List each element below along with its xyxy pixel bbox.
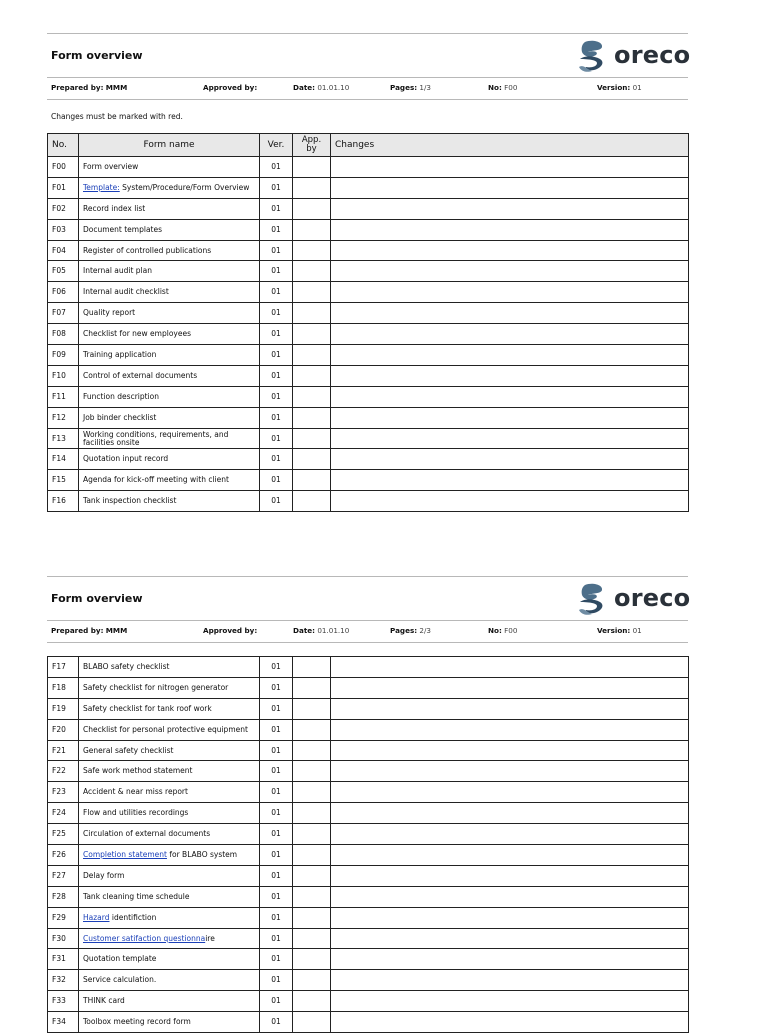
approved-by-cell [293,657,331,678]
logo-wordmark: oreco [614,41,691,69]
form-number-cell: F17 [48,657,79,678]
form-number-cell: F02 [48,198,79,219]
version-cell: 01 [260,845,293,866]
form-number-cell: F01 [48,177,79,198]
table-row [48,803,689,824]
version-cell: 01 [260,157,293,178]
form-name-cell: Delay form [79,865,260,886]
form-number-cell: F28 [48,886,79,907]
approved-by-cell [293,198,331,219]
approved-by-cell [293,303,331,324]
prepared-by-field: Prepared by: MMM [51,83,128,92]
changes-cell [331,865,689,886]
version-cell: 01 [260,803,293,824]
oreco-swirl-icon [575,38,611,74]
changes-cell [331,949,689,970]
table-row [48,386,689,407]
version-cell: 01 [260,782,293,803]
approved-by-cell [293,240,331,261]
approved-by-cell [293,949,331,970]
form-number-cell: F00 [48,157,79,178]
form-name-cell: Control of external documents [79,365,260,386]
changes-cell [331,386,689,407]
form-number-cell: F13 [48,428,79,449]
version-cell: 01 [260,761,293,782]
version-cell: 01 [260,865,293,886]
logo-wordmark: oreco [614,584,691,612]
approved-by-cell [293,449,331,470]
version-cell: 01 [260,970,293,991]
form-name-cell: Record index list [79,198,260,219]
form-number-cell: F16 [48,491,79,512]
col-header-form-name: Form name [79,134,260,157]
form-number-cell: F25 [48,824,79,845]
header-bottom-rule [47,99,688,100]
form-number-cell: F34 [48,1012,79,1033]
table-row [48,740,689,761]
form-name-cell: Quality report [79,303,260,324]
form-name-cell: Register of controlled publications [79,240,260,261]
form-number-cell: F06 [48,282,79,303]
form-number-cell: F24 [48,803,79,824]
version-cell: 01 [260,719,293,740]
form-name-cell: Quotation template [79,949,260,970]
version-cell: 01 [260,303,293,324]
changes-cell [331,740,689,761]
changes-cell [331,324,689,345]
oreco-logo [575,581,691,617]
form-name-cell: Working conditions, requirements, and facilities onsite [79,428,260,449]
table-row [48,365,689,386]
form-number-cell: F31 [48,949,79,970]
table-row [48,782,689,803]
version-cell: 01 [260,928,293,949]
col-header-approved-by: App. by [293,134,331,157]
form-link[interactable]: Hazard [83,912,110,922]
form-number-cell: F10 [48,365,79,386]
table-row [48,282,689,303]
col-header-version: Ver. [260,134,293,157]
form-name-cell [79,907,260,928]
changes-cell [331,407,689,428]
table-row [48,303,689,324]
form-table-2 [47,656,689,1033]
table-row [48,698,689,719]
form-number-cell: F09 [48,345,79,366]
header-bottom-rule [47,642,688,643]
changes-cell [331,303,689,324]
changes-cell [331,657,689,678]
approved-by-cell [293,282,331,303]
changes-cell [331,449,689,470]
form-number-cell: F08 [48,324,79,345]
version-cell: 01 [260,907,293,928]
form-link[interactable]: Template: [83,182,120,192]
table-row [48,261,689,282]
changes-cell [331,970,689,991]
form-name-cell: Agenda for kick-off meeting with client [79,470,260,491]
form-number-cell: F14 [48,449,79,470]
form-name-cell: BLABO safety checklist [79,657,260,678]
form-name-cell: Checklist for personal protective equipment [79,719,260,740]
changes-cell [331,991,689,1012]
table-row [48,240,689,261]
form-name-text: ire [205,933,215,943]
changes-cell [331,198,689,219]
version-cell: 01 [260,407,293,428]
form-name-cell: General safety checklist [79,740,260,761]
changes-cell [331,677,689,698]
approved-by-cell [293,698,331,719]
form-name-cell: Safe work method statement [79,761,260,782]
col-header-no: No. [48,134,79,157]
form-link[interactable]: Completion statement [83,849,167,859]
table-row [48,886,689,907]
version-cell: 01 [260,261,293,282]
table-row [48,970,689,991]
changes-cell [331,428,689,449]
form-name-cell: Circulation of external documents [79,824,260,845]
form-name-cell [79,845,260,866]
table-header-row [48,134,689,157]
date-field: Date: 01.01.10 [293,626,350,635]
table-row [48,1012,689,1033]
form-name-cell: Checklist for new employees [79,324,260,345]
form-name-cell: Safety checklist for tank roof work [79,698,260,719]
version-cell: 01 [260,449,293,470]
form-table-1 [47,133,689,512]
changes-cell [331,177,689,198]
approved-by-cell [293,428,331,449]
page-title: Form overview [51,49,143,62]
approved-by-cell [293,1012,331,1033]
version-cell: 01 [260,1012,293,1033]
changes-cell [331,907,689,928]
form-name-cell: Function description [79,386,260,407]
version-cell: 01 [260,324,293,345]
table-row [48,470,689,491]
header-mid-rule [47,620,688,621]
approved-by-cell [293,470,331,491]
approved-by-cell [293,761,331,782]
approved-by-cell [293,261,331,282]
changes-cell [331,886,689,907]
changes-note: Changes must be marked with red. [51,112,183,121]
changes-cell [331,782,689,803]
oreco-swirl-icon [575,581,611,617]
form-name-cell: Form overview [79,157,260,178]
version-cell: 01 [260,428,293,449]
page-title: Form overview [51,592,143,605]
form-number-cell: F21 [48,740,79,761]
changes-cell [331,470,689,491]
changes-cell [331,491,689,512]
approved-by-cell [293,365,331,386]
version-cell: 01 [260,240,293,261]
form-name-cell: Job binder checklist [79,407,260,428]
approved-by-cell [293,386,331,407]
version-cell: 01 [260,177,293,198]
pages-field: Pages: 1/3 [390,83,431,92]
version-cell: 01 [260,470,293,491]
version-cell: 01 [260,282,293,303]
form-name-cell: Internal audit checklist [79,282,260,303]
approved-by-cell [293,845,331,866]
approved-by-cell [293,907,331,928]
table-row [48,177,689,198]
doc-no-field: No: F00 [488,83,518,92]
form-number-cell: F07 [48,303,79,324]
form-number-cell: F11 [48,386,79,407]
changes-cell [331,803,689,824]
form-name-cell: Tank cleaning time schedule [79,886,260,907]
version-cell: 01 [260,198,293,219]
table-row [48,865,689,886]
form-number-cell: F12 [48,407,79,428]
changes-cell [331,345,689,366]
version-cell: 01 [260,345,293,366]
approved-by-cell [293,803,331,824]
version-field: Version: 01 [597,83,642,92]
approved-by-cell [293,491,331,512]
version-cell: 01 [260,886,293,907]
form-number-cell: F18 [48,677,79,698]
form-number-cell: F19 [48,698,79,719]
form-link[interactable]: Customer satifaction questionna [83,933,206,943]
approved-by-cell [293,177,331,198]
changes-cell [331,761,689,782]
table-row [48,677,689,698]
approved-by-cell [293,719,331,740]
table-row [48,157,689,178]
form-name-cell: THINK card [79,991,260,1012]
oreco-logo [575,38,691,74]
form-number-cell: F33 [48,991,79,1012]
changes-cell [331,824,689,845]
form-name-cell: Accident & near miss report [79,782,260,803]
changes-cell [331,719,689,740]
form-name-text: identifiction [109,912,157,922]
table-row [48,719,689,740]
approved-by-cell [293,219,331,240]
form-number-cell: F04 [48,240,79,261]
version-cell: 01 [260,949,293,970]
form-name-cell: Service calculation. [79,970,260,991]
version-cell: 01 [260,824,293,845]
table-row [48,449,689,470]
approved-by-cell [293,991,331,1012]
approved-by-cell [293,407,331,428]
form-name-cell: Toolbox meeting record form [79,1012,260,1033]
version-cell: 01 [260,491,293,512]
prepared-by-field: Prepared by: MMM [51,626,128,635]
version-cell: 01 [260,991,293,1012]
form-number-cell: F32 [48,970,79,991]
approved-by-cell [293,157,331,178]
table-row [48,907,689,928]
table-row [48,219,689,240]
form-number-cell: F23 [48,782,79,803]
form-name-text: System/Procedure/Form Overview [119,182,250,192]
approved-by-cell [293,740,331,761]
form-number-cell: F05 [48,261,79,282]
changes-cell [331,240,689,261]
changes-cell [331,1012,689,1033]
table-row [48,324,689,345]
table-row [48,345,689,366]
form-name-cell: Safety checklist for nitrogen generator [79,677,260,698]
form-number-cell: F03 [48,219,79,240]
approved-by-field: Approved by: [203,83,258,92]
table-row [48,491,689,512]
approved-by-cell [293,824,331,845]
form-name-text: for BLABO system [166,849,238,859]
changes-cell [331,157,689,178]
table-row [48,845,689,866]
header-top-rule [47,33,688,34]
approved-by-cell [293,928,331,949]
header-top-rule [47,576,688,577]
changes-cell [331,928,689,949]
approved-by-cell [293,865,331,886]
form-number-cell: F26 [48,845,79,866]
table-row [48,761,689,782]
version-cell: 01 [260,677,293,698]
table-row [48,824,689,845]
version-cell: 01 [260,657,293,678]
pages-field: Pages: 2/3 [390,626,431,635]
form-name-cell: Quotation input record [79,449,260,470]
version-cell: 01 [260,740,293,761]
changes-cell [331,698,689,719]
form-number-cell: F29 [48,907,79,928]
date-field: Date: 01.01.10 [293,83,350,92]
approved-by-cell [293,324,331,345]
table-row [48,198,689,219]
version-cell: 01 [260,386,293,407]
form-name-cell: Training application [79,345,260,366]
table-row [48,991,689,1012]
form-number-cell: F15 [48,470,79,491]
form-name-cell [79,928,260,949]
changes-cell [331,219,689,240]
approved-by-cell [293,886,331,907]
changes-cell [331,282,689,303]
form-name-cell: Document templates [79,219,260,240]
approved-by-field: Approved by: [203,626,258,635]
form-name-cell: Tank inspection checklist [79,491,260,512]
form-number-cell: F27 [48,865,79,886]
doc-no-field: No: F00 [488,626,518,635]
form-name-cell: Flow and utilities recordings [79,803,260,824]
form-number-cell: F30 [48,928,79,949]
approved-by-cell [293,677,331,698]
table-row [48,949,689,970]
version-cell: 01 [260,365,293,386]
changes-cell [331,261,689,282]
version-cell: 01 [260,698,293,719]
approved-by-cell [293,782,331,803]
approved-by-cell [293,345,331,366]
table-row [48,657,689,678]
version-cell: 01 [260,219,293,240]
version-field: Version: 01 [597,626,642,635]
table-row [48,407,689,428]
form-name-cell: Internal audit plan [79,261,260,282]
form-number-cell: F22 [48,761,79,782]
col-header-changes: Changes [331,134,689,157]
approved-by-cell [293,970,331,991]
form-number-cell: F20 [48,719,79,740]
changes-cell [331,845,689,866]
header-mid-rule [47,77,688,78]
table-row [48,428,689,449]
form-name-cell [79,177,260,198]
changes-cell [331,365,689,386]
table-row [48,928,689,949]
